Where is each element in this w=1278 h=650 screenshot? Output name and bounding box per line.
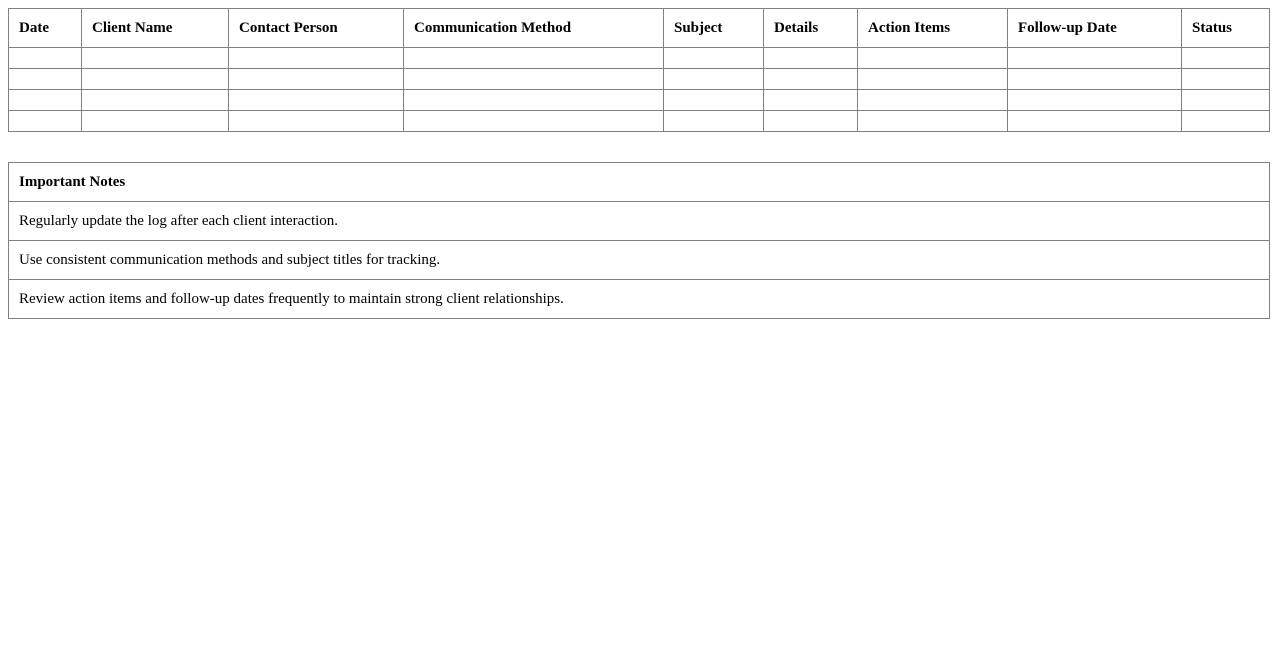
table-cell[interactable] [1182, 48, 1270, 69]
header-row [9, 9, 1270, 48]
table-cell[interactable] [664, 111, 764, 132]
table-cell[interactable] [82, 111, 229, 132]
table-cell[interactable] [9, 111, 82, 132]
table-cell[interactable] [9, 90, 82, 111]
header-subject: Subject [664, 9, 764, 48]
header-status: Status [1182, 9, 1270, 48]
table-cell[interactable] [664, 90, 764, 111]
table-cell[interactable] [1008, 111, 1182, 132]
table-cell[interactable] [664, 69, 764, 90]
note-item: Use consistent communication methods and subject titles for tracking. [9, 241, 1270, 280]
header-communication-method: Communication Method [404, 9, 664, 48]
table-cell[interactable] [404, 90, 664, 111]
table-cell[interactable] [82, 48, 229, 69]
header-action-items: Action Items [858, 9, 1008, 48]
table-cell[interactable] [764, 69, 858, 90]
note-item: Review action items and follow-up dates frequently to maintain strong client relationships. [9, 280, 1270, 319]
table-cell[interactable] [229, 111, 404, 132]
table-cell[interactable] [229, 90, 404, 111]
header-follow-up-date: Follow-up Date [1008, 9, 1182, 48]
header-details: Details [764, 9, 858, 48]
header-date: Date [9, 9, 82, 48]
table-row [9, 69, 1270, 90]
table-cell[interactable] [858, 48, 1008, 69]
table-cell[interactable] [9, 48, 82, 69]
communication-log-table [8, 8, 1270, 132]
table-cell[interactable] [858, 111, 1008, 132]
table-cell[interactable] [404, 48, 664, 69]
table-cell[interactable] [1008, 48, 1182, 69]
table-cell[interactable] [764, 48, 858, 69]
notes-title: Important Notes [9, 163, 1270, 202]
note-item: Regularly update the log after each client interaction. [9, 202, 1270, 241]
header-client-name: Client Name [82, 9, 229, 48]
table-cell[interactable] [1008, 90, 1182, 111]
table-row [9, 48, 1270, 69]
table-cell[interactable] [9, 69, 82, 90]
table-cell[interactable] [1182, 90, 1270, 111]
table-cell[interactable] [1182, 111, 1270, 132]
table-cell[interactable] [664, 48, 764, 69]
important-notes-table [8, 162, 1270, 319]
table-cell[interactable] [229, 69, 404, 90]
table-cell[interactable] [764, 111, 858, 132]
table-cell[interactable] [858, 69, 1008, 90]
table-cell[interactable] [82, 90, 229, 111]
table-cell[interactable] [858, 90, 1008, 111]
table-cell[interactable] [229, 48, 404, 69]
table-cell[interactable] [404, 69, 664, 90]
table-cell[interactable] [764, 90, 858, 111]
table-row [9, 111, 1270, 132]
table-cell[interactable] [1008, 69, 1182, 90]
table-row [9, 90, 1270, 111]
table-cell[interactable] [82, 69, 229, 90]
header-contact-person: Contact Person [229, 9, 404, 48]
table-cell[interactable] [1182, 69, 1270, 90]
table-cell[interactable] [404, 111, 664, 132]
